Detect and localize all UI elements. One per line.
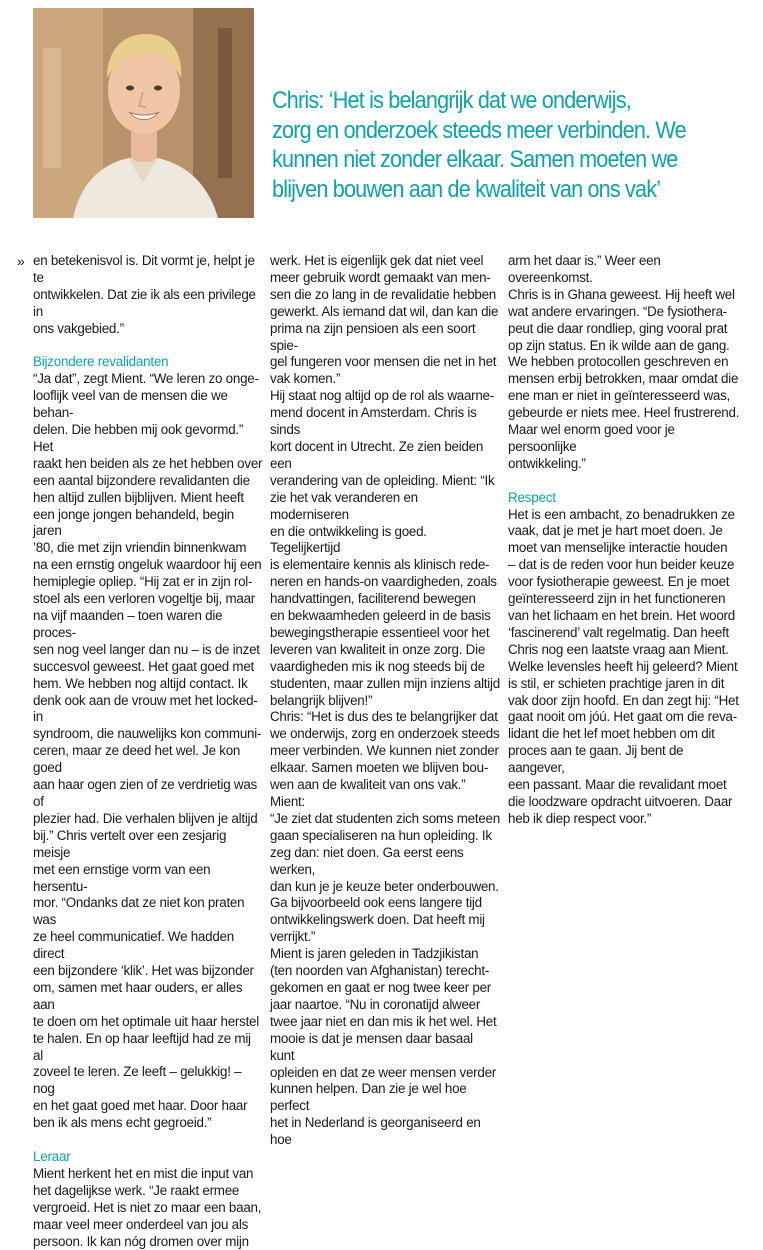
- article-column-1: [33, 253, 263, 1250]
- col1-paragraph-2: “Ja dat”, zegt Mient. “We leren zo onge- looflijk veel van de mensen die we behan- delen. Die hebben mij ook gevormd.” Het raakt hen beiden als ze het hebben over een aantal bijzondere revalidanten die hen altijd zullen bijblijven. Mient heeft een jonge jongen behandeld, begin jaren ’80, die met zijn vriendin binnenkwam na een ernstig ongeluk waardoor hij een hemiplegie opliep. “Hij zat er in zijn rol- stoel als een verloren vogeltje bij, maar na vijf maanden – toen waren die proces- sen nog veel langer dan nu – is de inzet succesvol geweest. Het gaat goed met hem. We hebben nog altijd contact. Ik denk ook aan de vrouw met het locked-in syndroom, die nauwelijks kon communi- ceren, maar ze deed het wel. Je kon goed aan haar ogen zien of ze verdrietig was of plezier had. Die verhalen blijven je altijd bij.” Chris vertelt over een zesjarig meisje met een ernstige vorm van een hersentu- mor. “Ondanks dat ze niet kon praten was ze heel communicatief. We hadden direct een bijzondere ‘klik’. Het was bijzonder om, samen met haar ouders, er alles aan te doen om het optimale uit haar herstel te halen. En op haar leeftijd had ze mij al zoveel te leren. Ze leeft – gelukkig! – nog en het gaat goed met haar. Door haar ben ik als mens echt gegroeid.”: [33, 371, 263, 1131]
- portrait-photo: [33, 8, 254, 218]
- portrait-illustration: [33, 8, 254, 218]
- article-column-3: [508, 253, 740, 828]
- article-column-2: [270, 253, 500, 1149]
- col3-paragraph-2: Het is een ambacht, zo benadrukken ze vaak, dat je met je hart moet doen. Je moet van menselijke interactie houden – dat is de reden voor hun beider keuze voor fysiotherapie geweest. En je moet geïnteresseerd zijn in het functioneren van het lichaam en het brein. Het woord ‘fascinerend’ valt regelmatig. Dan heeft Chris nog een laatste vraag aan Mient. Welke levensles heeft hij geleerd? Mient is stil, er schieten prachtige jaren in dit vak door zijn hoofd. En dan zegt hij: “Het gaat nooit om jóú. Het gaat om die reva- lidant die het lef moet hebben om dit proces aan te gaan. Jij bent de aangever, een passant. Maar die revalidant moet die loodzware opdracht uitvoeren. Daar heb ik diep respect voor.”: [508, 506, 739, 826]
- continuation-marker: »: [17, 253, 25, 269]
- pull-quote: Chris: ‘Het is belangrijk dat we onderwijs, zorg en onderzoek steeds meer verbinden. We kunnen niet zonder elkaar. Samen moeten we blijven bouwen aan de kwaliteit van ons vak’: [272, 87, 686, 203]
- col3-paragraph-1: arm het daar is.” Weer een overeenkomst. Chris is in Ghana geweest. Hij heeft wel wat andere ervaringen. “De fysiothera- peut die daar rondliep, ging vooral prat op zijn status. En ik wilde aan de gang. We hebben protocollen geschreven en mensen erbij betrokken, maar omdat die ene man er niet in geïnteresseerd was, gebeurde er niets mee. Heel frustrerend. Maar wel enorm goed voor je persoonlijke ontwikkeling.”: [508, 253, 740, 471]
- subheading-bijzondere-revalidanten: Bijzondere revalidanten: [33, 354, 169, 370]
- subheading-leraar: Leraar: [33, 1149, 71, 1164]
- col1-paragraph-3: Mient herkent het en mist die input van het dagelijkse werk. “Je raakt ermee vergroeid. Het is niet zo maar een baan, maar veel meer onderdeel van jou als persoon. Ik kan nóg dromen over mijn: [33, 1165, 262, 1249]
- col2-paragraph-1: werk. Het is eigenlijk gek dat niet veel meer gebruik wordt gemaakt van men- sen die zo lang in de revalidatie hebben gewerkt. Als iemand dat wil, dan kan die prima na zijn pensioen als een soort spie- gel fungeren voor mensen die net in het vak komen.” Hij staat nog altijd op de rol als waarne- mend docent in Amsterdam. Chris is sinds kort docent in Utrecht. Ze zien beiden een verandering van de opleiding. Mient: “Ik zie het vak veranderen en moderniseren en die ontwikkeling is goed. Tegelijkertijd is elementaire kennis als klinisch rede- neren en hands-on vaardigheden, zoals handvattingen, faciliterend bewegen en bekwaamheden geleerd in de basis bewegingstherapie essentieel voor het leveren van kwaliteit in onze zorg. Die vaardigheden mis ik nog steeds bij de studenten, maar zullen mijn inziens altijd belangrijk blijven!” Chris: “Het is dus des te belangrijker dat we onderwijs, zorg en onderzoek steeds meer verbinden. We kunnen niet zonder elkaar. Samen moeten we blijven bou- wen aan de kwaliteit van ons vak.” Mient: “Je ziet dat studenten zich soms meteen gaan specialiseren na hun opleiding. Ik zeg dan: niet doen. Ga eerst eens werken, dan kun je je keuze beter onderbouwen. Ga bijvoorbeeld ook eens langere tijd ontwikkelingswerk doen. Dat heeft mij verrijkt.” Mient is jaren geleden in Tadzjikistan (ten noorden van Afghanistan) terecht- gekomen en gaat er nog twee keer per jaar naartoe. “Nu in coronatijd alweer twee jaar niet en dan mis ik het wel. Het mooie is dat je mensen daar basaal kunt opleiden en dat ze weer mensen verder kunnen helpen. Dan zie je wel hoe perfect het in Nederland is georganiseerd en hoe: [270, 253, 500, 1148]
- col1-paragraph-1: en betekenisvol is. Dit vormt je, helpt je te ontwikkelen. Dat zie ik als een privilege in ons vakgebied.”: [33, 253, 256, 336]
- subheading-respect: Respect: [508, 489, 556, 505]
